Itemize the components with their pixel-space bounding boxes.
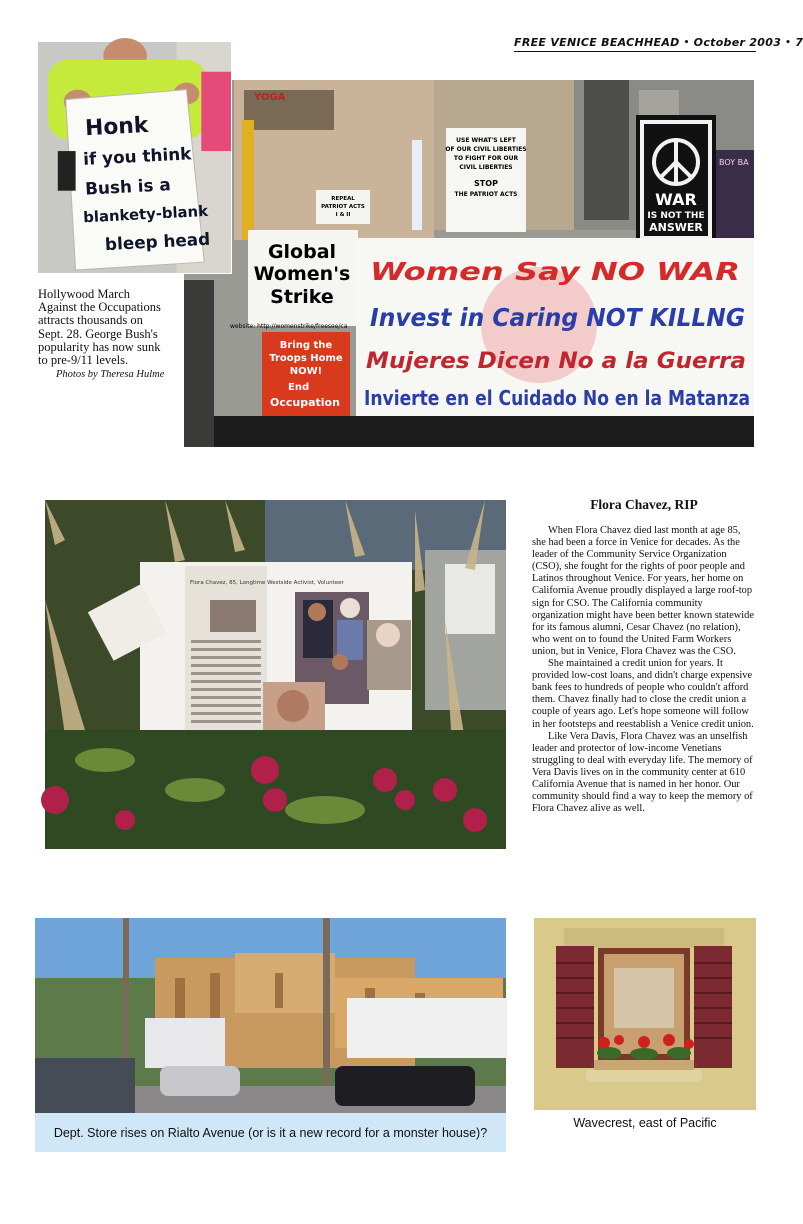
caption-hollywood-march (38, 288, 170, 381)
storefront-right-sign: BOY BA (719, 158, 749, 167)
march-photo-art (184, 80, 754, 447)
banner-main-line: Mujeres Dicen No a la Guerra (366, 349, 746, 374)
honk-photo-art (38, 42, 231, 273)
banner-main-line: Invest in Caring NOT KILLNG (370, 303, 745, 332)
banner-main-line: Invierte en el Cuidado No en la Matanza (364, 386, 750, 410)
sign-troops-line: Bring the (279, 340, 333, 351)
banner-left-line: Strike (270, 286, 334, 308)
publication-name: FREE VENICE BEACHHEAD (514, 36, 680, 49)
banner-left-line: Global (267, 241, 337, 263)
honk-sign-line: bleep head (104, 228, 211, 255)
photo-honk-sign (37, 41, 232, 274)
photo-hollywood-march (184, 80, 754, 447)
sign-war-line: WAR (655, 190, 697, 209)
banner-main-line: Women Say NO WAR (370, 257, 740, 286)
sign-liberties-line: CIVIL LIBERTIES (459, 164, 513, 171)
sign-troops-line: NOW! (289, 366, 323, 377)
memorial-photo-art (45, 500, 506, 849)
wavecrest-photo-art (534, 918, 756, 1110)
sign-war-line: IS NOT THE (647, 211, 705, 221)
sign-troops-line: Occupation (270, 396, 340, 409)
issue-date: October 2003 (693, 36, 782, 49)
sign-liberties-line: TO FIGHT FOR OUR (453, 155, 519, 162)
running-header (514, 34, 803, 52)
header-separator: • (785, 37, 792, 48)
sign-troops-line: Troops Home (269, 353, 343, 364)
banner-left-website: website: http://womenstrike/freesee/ca (230, 323, 348, 330)
storefront-sign: YOGA (254, 92, 286, 103)
sign-patriot-line: PATRIOT ACTS (321, 204, 365, 210)
sign-liberties-line: THE PATRIOT ACTS (454, 191, 518, 198)
photo-memorial (45, 500, 506, 849)
article-paragraph: When Flora Chavez died last month at age 85, she had been a force in Venice for decades. As the leader of the Community Service Organization (CSO), she fought for the rights of poor people and Latinos throughout Venice. For years, her home on California Avenue proudly displayed a large roof-top sign for CSO. The California community organization might have been better known statewide for its famous alumni, Cesar Chavez (no relation), who went on to found the United Farm Workers union, but in Venice, Flora Chavez was the CSO. (532, 525, 754, 657)
honk-sign-line: blankety-blank (82, 201, 209, 227)
caption-wavecrest: Wavecrest, east of Pacific (573, 1116, 717, 1130)
photo-credit: Photos by Theresa Hulme (56, 369, 165, 381)
sign-liberties-line: OF OUR CIVIL LIBERTIES (445, 146, 527, 153)
photo-rialto-avenue (35, 918, 506, 1113)
sign-war-line: ANSWER (649, 221, 703, 234)
caption-rialto-avenue: Dept. Store rises on Rialto Avenue (or is it a new record for a monster house)? (35, 1113, 506, 1152)
header-separator: • (683, 37, 690, 48)
banner-left-line: Women's (253, 263, 351, 285)
article-flora-chavez (532, 497, 756, 815)
sign-patriot-line: REPEAL (331, 196, 355, 202)
honk-sign-line: Bush is a (84, 174, 172, 199)
sign-troops-line: End (288, 382, 310, 393)
rialto-photo-art (35, 918, 506, 1113)
article-paragraph: Like Vera Davis, Flora Chavez was an unselfish leader and protector of low-income Venetians struggling to deal with everyday life. The memory of Vera Davis lives on in the community center at 610 California Avenue that is named in her honor. Our community should find a way to keep the memory of Flora Chavez alive as well. (532, 730, 753, 815)
honk-sign-line: if you think (82, 143, 192, 169)
photo-wavecrest-window (534, 918, 756, 1110)
honk-sign-line: Honk (84, 112, 149, 142)
caption-text: Hollywood March Against the Occupations attracts thousands on Sept. 28. George Bush's popularity has now sunk to pre-9/11 levels. (38, 287, 161, 368)
sign-liberties-line: STOP (474, 179, 498, 188)
clipping-headline: Flora Chavez, 85, Longtime Westside Activist, Volunteer (190, 580, 344, 586)
sign-liberties-line: USE WHAT'S LEFT (456, 137, 516, 144)
sign-patriot-line: I & II (335, 212, 351, 218)
article-title: Flora Chavez, RIP (590, 497, 698, 512)
article-paragraph: She maintained a credit union for years. It provided low-cost loans, and didn't charge expensive bank fees to hundreds of people who couldn't afford them. Chavez finally had to close the credit union a couple of years ago. Let's hope someone will follow in her footsteps and reestablish a Venice credit union. (532, 658, 754, 730)
page-number: 7 (795, 36, 803, 49)
